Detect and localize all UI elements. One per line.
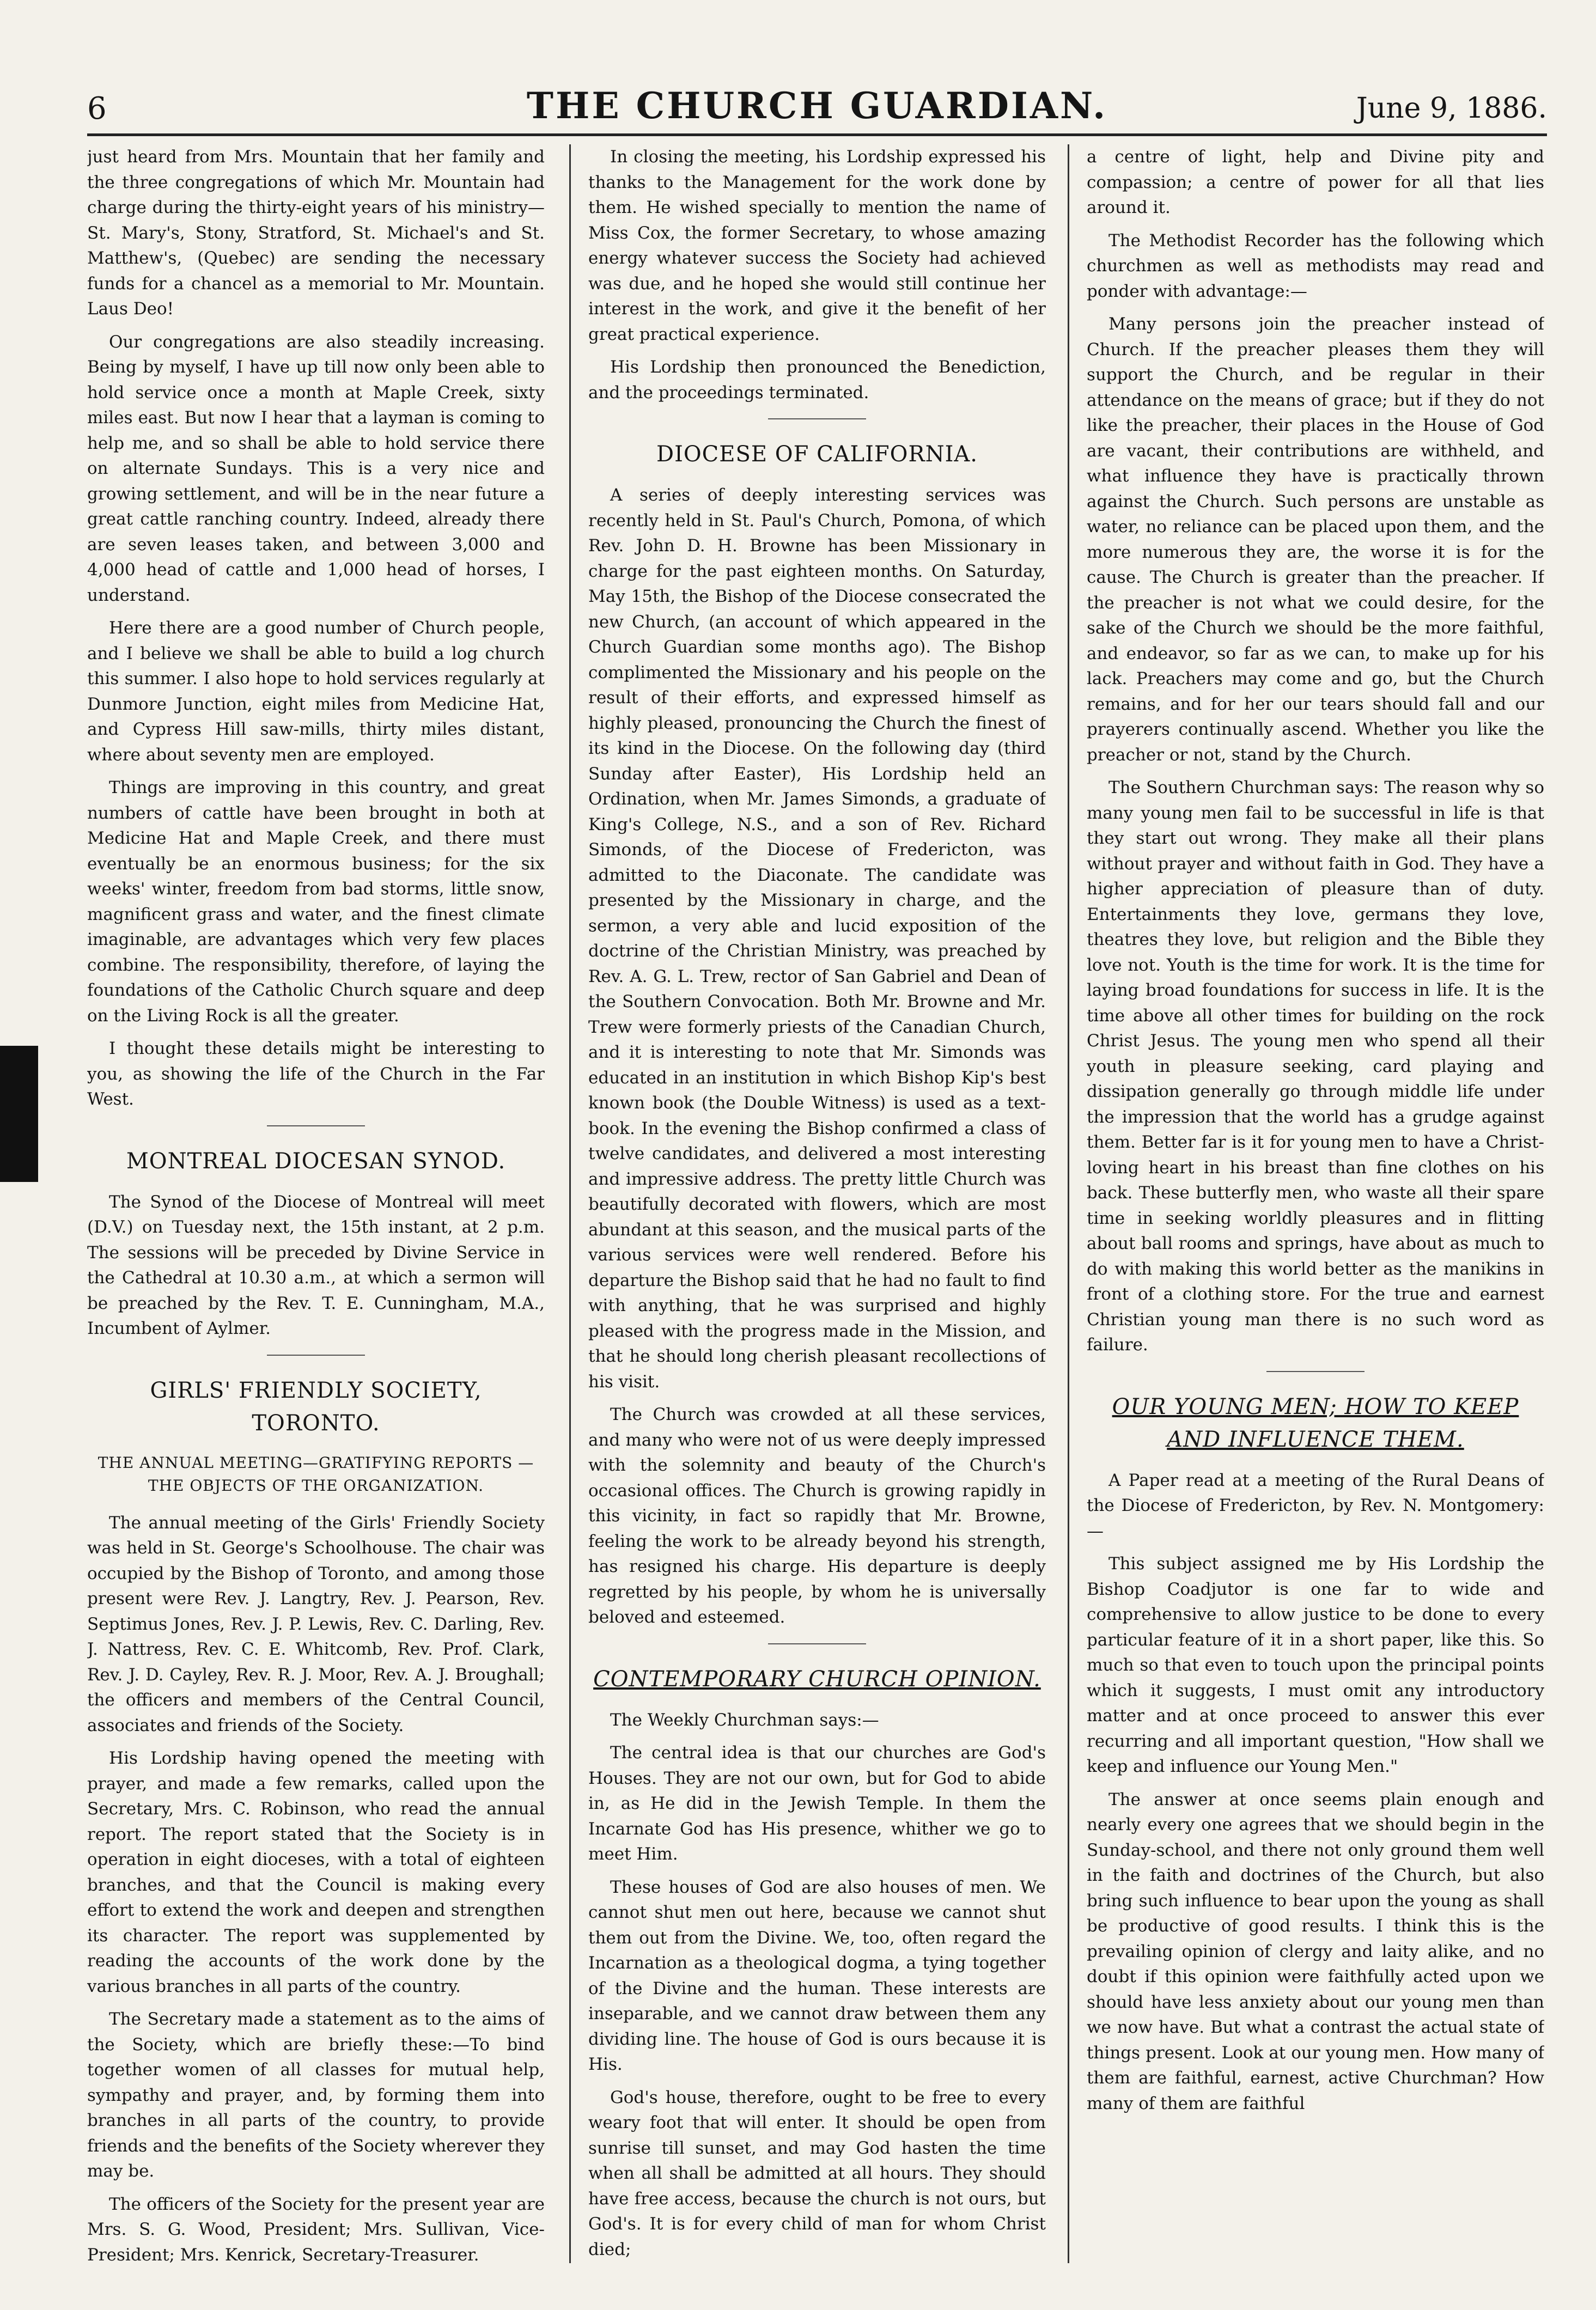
column-3: [1087, 144, 1544, 2266]
section-divider: [267, 1355, 365, 1356]
margin-mark: [0, 1046, 38, 1182]
paragraph: The officers of the Society for the present year are Mrs. S. G. Wood, President; Mrs. Sullivan, Vice-President; Mrs. Kenrick, Secretary-Treasurer.: [87, 2194, 545, 2265]
page-number: 6: [87, 91, 107, 126]
article-heading-montreal-synod: MONTREAL DIOCESAN SYNOD.: [126, 1148, 506, 1174]
paragraph: In closing the meeting, his Lordship expressed his thanks to the Management for the work done by them. He wished specially to mention the name of Miss Cox, the former Secretary, to whose amazing energy whatever success the Society had achieved was due, and he hoped she would still continue her interest in the work, and give it the benefit of her great practical experience.: [588, 147, 1046, 344]
article-heading-contemporary-church-opinion: CONTEMPORARY CHURCH OPINION.: [593, 1666, 1041, 1692]
paragraph: These houses of God are also houses of men. We cannot shut men out here, because we cannot shut them out from the Divine. We, too, often regard the Incarnation as a theological dogma, a tying together of the Divine and the human. These interests are inseparable, and we cannot draw between them any dividing line. The house of God is ours because it is His.: [588, 1877, 1046, 2074]
masthead: THE CHURCH GUARDIAN.: [526, 84, 1108, 127]
paragraph: The answer at once seems plain enough and nearly every one agrees that we should begin in the Sunday-school, and there not only ground them well in the faith and doctrines of the Church, but also bring such influence to bear upon the young as shall be productive of good results. I think this is the prevailing opinion of clergy and laity alike, and no doubt if this opinion were faithfully acted upon we should have less anxiety about our young men than we now have. But what a contrast the actual state of things present. Look at our young men. How many of them are faithful, earnest, active Churchman? How many of them are faithful: [1087, 1789, 1544, 2113]
article-heading-girls-friendly-society: GIRLS' FRIENDLY SOCIETY, TORONTO.: [150, 1378, 482, 1436]
paragraph: a centre of light, help and Divine pity and compassion; a centre of power for all that lies around it.: [1087, 147, 1544, 217]
paragraph: A series of deeply interesting services was recently held in St. Paul's Church, Pomona, of which Rev. John D. H. Browne has been Missionary in charge for the past eighteen months. On Saturday, May 15th, the Bishop of the Diocese consecrated the new Church, (an account of which appeared in the Church Guardian some months ago). The Bishop complimented the Missionary and his people on the result of their efforts, and expressed himself as highly pleased, pronouncing the Church the finest of its kind in the Diocese. On the following day (third Sunday after Easter), His Lordship held an Ordination, when Mr. James Simonds, a graduate of King's College, N.S., and a son of Rev. Richard Simonds, of the Diocese of Fredericton, was admitted to the Diaconate. The candidate was presented by the Missionary in charge, and the sermon, a very able and lucid exposition of the doctrine of the Christian Ministry, was preached by Rev. A. G. L. Trew, rector of San Gabriel and Dean of the Southern Convocation. Both Mr. Browne and Mr. Trew were formerly priests of the Canadian Church, and it is interesting to note that Mr. Simonds was educated in an institution in which Bishop Kip's best known book (the Double Witness) is used as a text-book. In the evening the Bishop confirmed a class of twelve candidates, and delivered a most interesting and impressive address. The pretty little Church was beautifully decorated with flowers, which are most abundant at this season, and the musical parts of the various services were well rendered. Before his departure the Bishop said that he had no fault to find with anything, that he was surprised and highly pleased with the progress made in the Mission, and that he should long cherish pleasant recollections of his visit.: [588, 485, 1046, 1392]
paragraph: The central idea is that our churches are God's Houses. They are not our own, but for God to abide in, as He did in the Jewish Temple. In them the Incarnate God has His presence, whither we go to meet Him.: [588, 1743, 1046, 1864]
paragraph: just heard from Mrs. Mountain that her family and the three congregations of which Mr. Mountain had charge during the thirty-eight years of his ministry—St. Mary's, Stony, Stratford, St. Michael's and St. Matthew's, (Quebec) are sending the necessary funds for a chancel as a memorial to Mr. Mountain. Laus Deo!: [87, 147, 545, 319]
paragraph: Many persons join the preacher instead of Church. If the preacher pleases them they will support the Church, and be regular in their attendance on the means of grace; but if they do not like the preacher, their places in the House of God are vacant, their contributions are withheld, and what influence they have is practically thrown against the Church. Such persons are unstable as water, no reliance can be placed upon them, and the more numerous they are, the worse it is for the cause. The Church is greater than the preacher. If the preacher is not what we could desire, for the sake of the Church we should be the more faithful, and endeavor, so far as we can, to make up for his lack. Preachers may come and go, but the Church remains, and for her our tears should fall and our prayerers continually ascend. Whether you like the preacher or not, stand by the Church.: [1087, 314, 1544, 765]
paragraph: The annual meeting of the Girls' Friendly Society was held in St. George's Schoolhouse. The chair was occupied by the Bishop of Toronto, and among those present were Rev. J. Langtry, Rev. J. Pearson, Rev. Septimus Jones, Rev. J. P. Lewis, Rev. C. Darling, Rev. J. Nattress, Rev. C. E. Whitcomb, Rev. Prof. Clark, Rev. J. D. Cayley, Rev. R. J. Moor, Rev. A. J. Broughall; the officers and members of the Central Council, associates and friends of the Society.: [87, 1513, 545, 1735]
paragraph: Here there are a good number of Church people, and I believe we shall be able to build a log church this summer. I also hope to hold services regularly at Dunmore Junction, eight miles from Medicine Hat, and Cypress Hill saw-mills, thirty miles distant, where about seventy men are employed.: [87, 618, 545, 765]
section-divider: [1266, 1371, 1364, 1372]
paragraph: The Weekly Churchman says:—: [610, 1710, 879, 1730]
paragraph: A Paper read at a meeting of the Rural Deans of the Diocese of Fredericton, by Rev. N. Montgomery:—: [1087, 1470, 1544, 1541]
issue-date: June 9, 1886.: [1356, 92, 1547, 125]
paragraph: The Methodist Recorder has the following which churchmen as well as methodists may read and ponder with advantage:—: [1087, 230, 1544, 301]
column-2: [588, 144, 1046, 2266]
column-1: [87, 144, 545, 2266]
paragraph: The Secretary made a statement as to the aims of the Society, which are briefly these:—To bind together women of all classes for mutual help, sympathy and prayer, and, by forming them into branches in all parts of the country, to provide friends and the benefits of the Society wherever they may be.: [87, 2009, 545, 2181]
section-divider: [768, 418, 866, 419]
paragraph: The Southern Churchman says: The reason why so many young men fail to be successful in life is that they start out wrong. They make all their plans without prayer and without faith in God. They have a higher appreciation of pleasure than of duty. Entertainments they love, germans they love, theatres they love, but religion and the Bible they love not. Youth is the time for work. It is the time for laying broad foundations for success in life. It is the time above all other times for building on the rock Christ Jesus. The young men who spend all their youth in pleasure seeking, card playing and dissipation generally go through middle life under the impression that the world has a grudge against them. Better far is it for young men to have a Christ-loving heart in his breast than fine clothes on his back. These butterfly men, who waste all their spare time in seeking worldly pleasures and in flitting about ball rooms and springs, have about as much to do with making this world better as the manikins in front of a clothing store. For the true and earnest Christian young man there is no such word as failure.: [1087, 778, 1544, 1355]
paragraph: Our congregations are also steadily increasing. Being by myself, I have up till now only been able to hold service once a month at Maple Creek, sixty miles east. But now I hear that a layman is coming to help me, and so shall be able to hold service there on alternate Sundays. This is a very nice and growing settlement, and will be in the near future a great cattle ranching country. Indeed, already there are seven leases taken, and between 3,000 and 4,000 head of cattle and 1,000 head of horses, I understand.: [87, 332, 545, 605]
article-heading-diocese-of-california: DIOCESE OF CALIFORNIA.: [656, 442, 978, 467]
section-divider: [267, 1125, 365, 1126]
paragraph: Things are improving in this country, and great numbers of cattle have been brought in both at Medicine Hat and Maple Creek, and there must eventually be an enormous business; for the six weeks' winter, freedom from bad storms, little snow, magnificent grass and water, and the finest climate imaginable, are advantages which very few places combine. The responsibility, therefore, of laying the foundations of the Catholic Church square and deep on the Living Rock is all the greater.: [87, 778, 545, 1026]
section-divider: [768, 1643, 866, 1644]
paragraph: His Lordship then pronounced the Benediction, and the proceedings terminated.: [588, 357, 1046, 403]
page-header: [87, 84, 1547, 136]
article-subheading: THE ANNUAL MEETING—GRATIFYING REPORTS —THE OBJECTS OF THE ORGANIZATION.: [98, 1453, 534, 1495]
paragraph: His Lordship having opened the meeting with prayer, and made a few remarks, called upon the Secretary, Mrs. C. Robinson, who read the annual report. The report stated that the Society is in operation in eight dioceses, with a total of eighteen branches, and that the Council is making every effort to extend the work and deepen and strengthen its character. The report was supplemented by reading the accounts of the work done by the various branches in all parts of the country.: [87, 1748, 545, 1996]
article-heading-our-young-men: OUR YOUNG MEN; HOW TO KEEP AND INFLUENCE THEM.: [1112, 1394, 1519, 1452]
paragraph: God's house, therefore, ought to be free to every weary foot that will enter. It should be open from sunrise till sunset, and may God hasten the time when all shall be admitted at all hours. They should have free access, because the church is not ours, but God's. It is for every child of man for whom Christ died;: [588, 2087, 1046, 2259]
paragraph: I thought these details might be interesting to you, as showing the life of the Church in the Far West.: [87, 1039, 545, 1109]
column-rule: [569, 144, 571, 2263]
paragraph: This subject assigned me by His Lordship the Bishop Coadjutor is one far to wide and comprehensive to allow justice to be done to every particular feature of it in a short paper, like this. So much so that even to touch upon the principal points which it suggests, I must omit any introductory matter and at once proceed to answer this ever recurring and all important question, "How shall we keep and influence our Young Men.": [1087, 1554, 1544, 1776]
paragraph: The Church was crowded at all these services, and many who were not of us were deeply impressed with the solemnity and beauty of the Church's occasional offices. The Church is growing rapidly in this vicinity, in fact so rapidly that Mr. Browne, feeling the work to be already beyond his strength, has resigned his charge. His departure is deeply regretted by his people, by whom he is universally beloved and esteemed.: [588, 1405, 1046, 1627]
column-rule: [1068, 144, 1069, 2263]
paragraph: The Synod of the Diocese of Montreal will meet (D.V.) on Tuesday next, the 15th instant, at 2 p.m. The sessions will be preceded by Divine Service in the Cathedral at 10.30 a.m., at which a sermon will be preached by the Rev. T. E. Cunningham, M.A., Incumbent of Aylmer.: [87, 1192, 545, 1338]
